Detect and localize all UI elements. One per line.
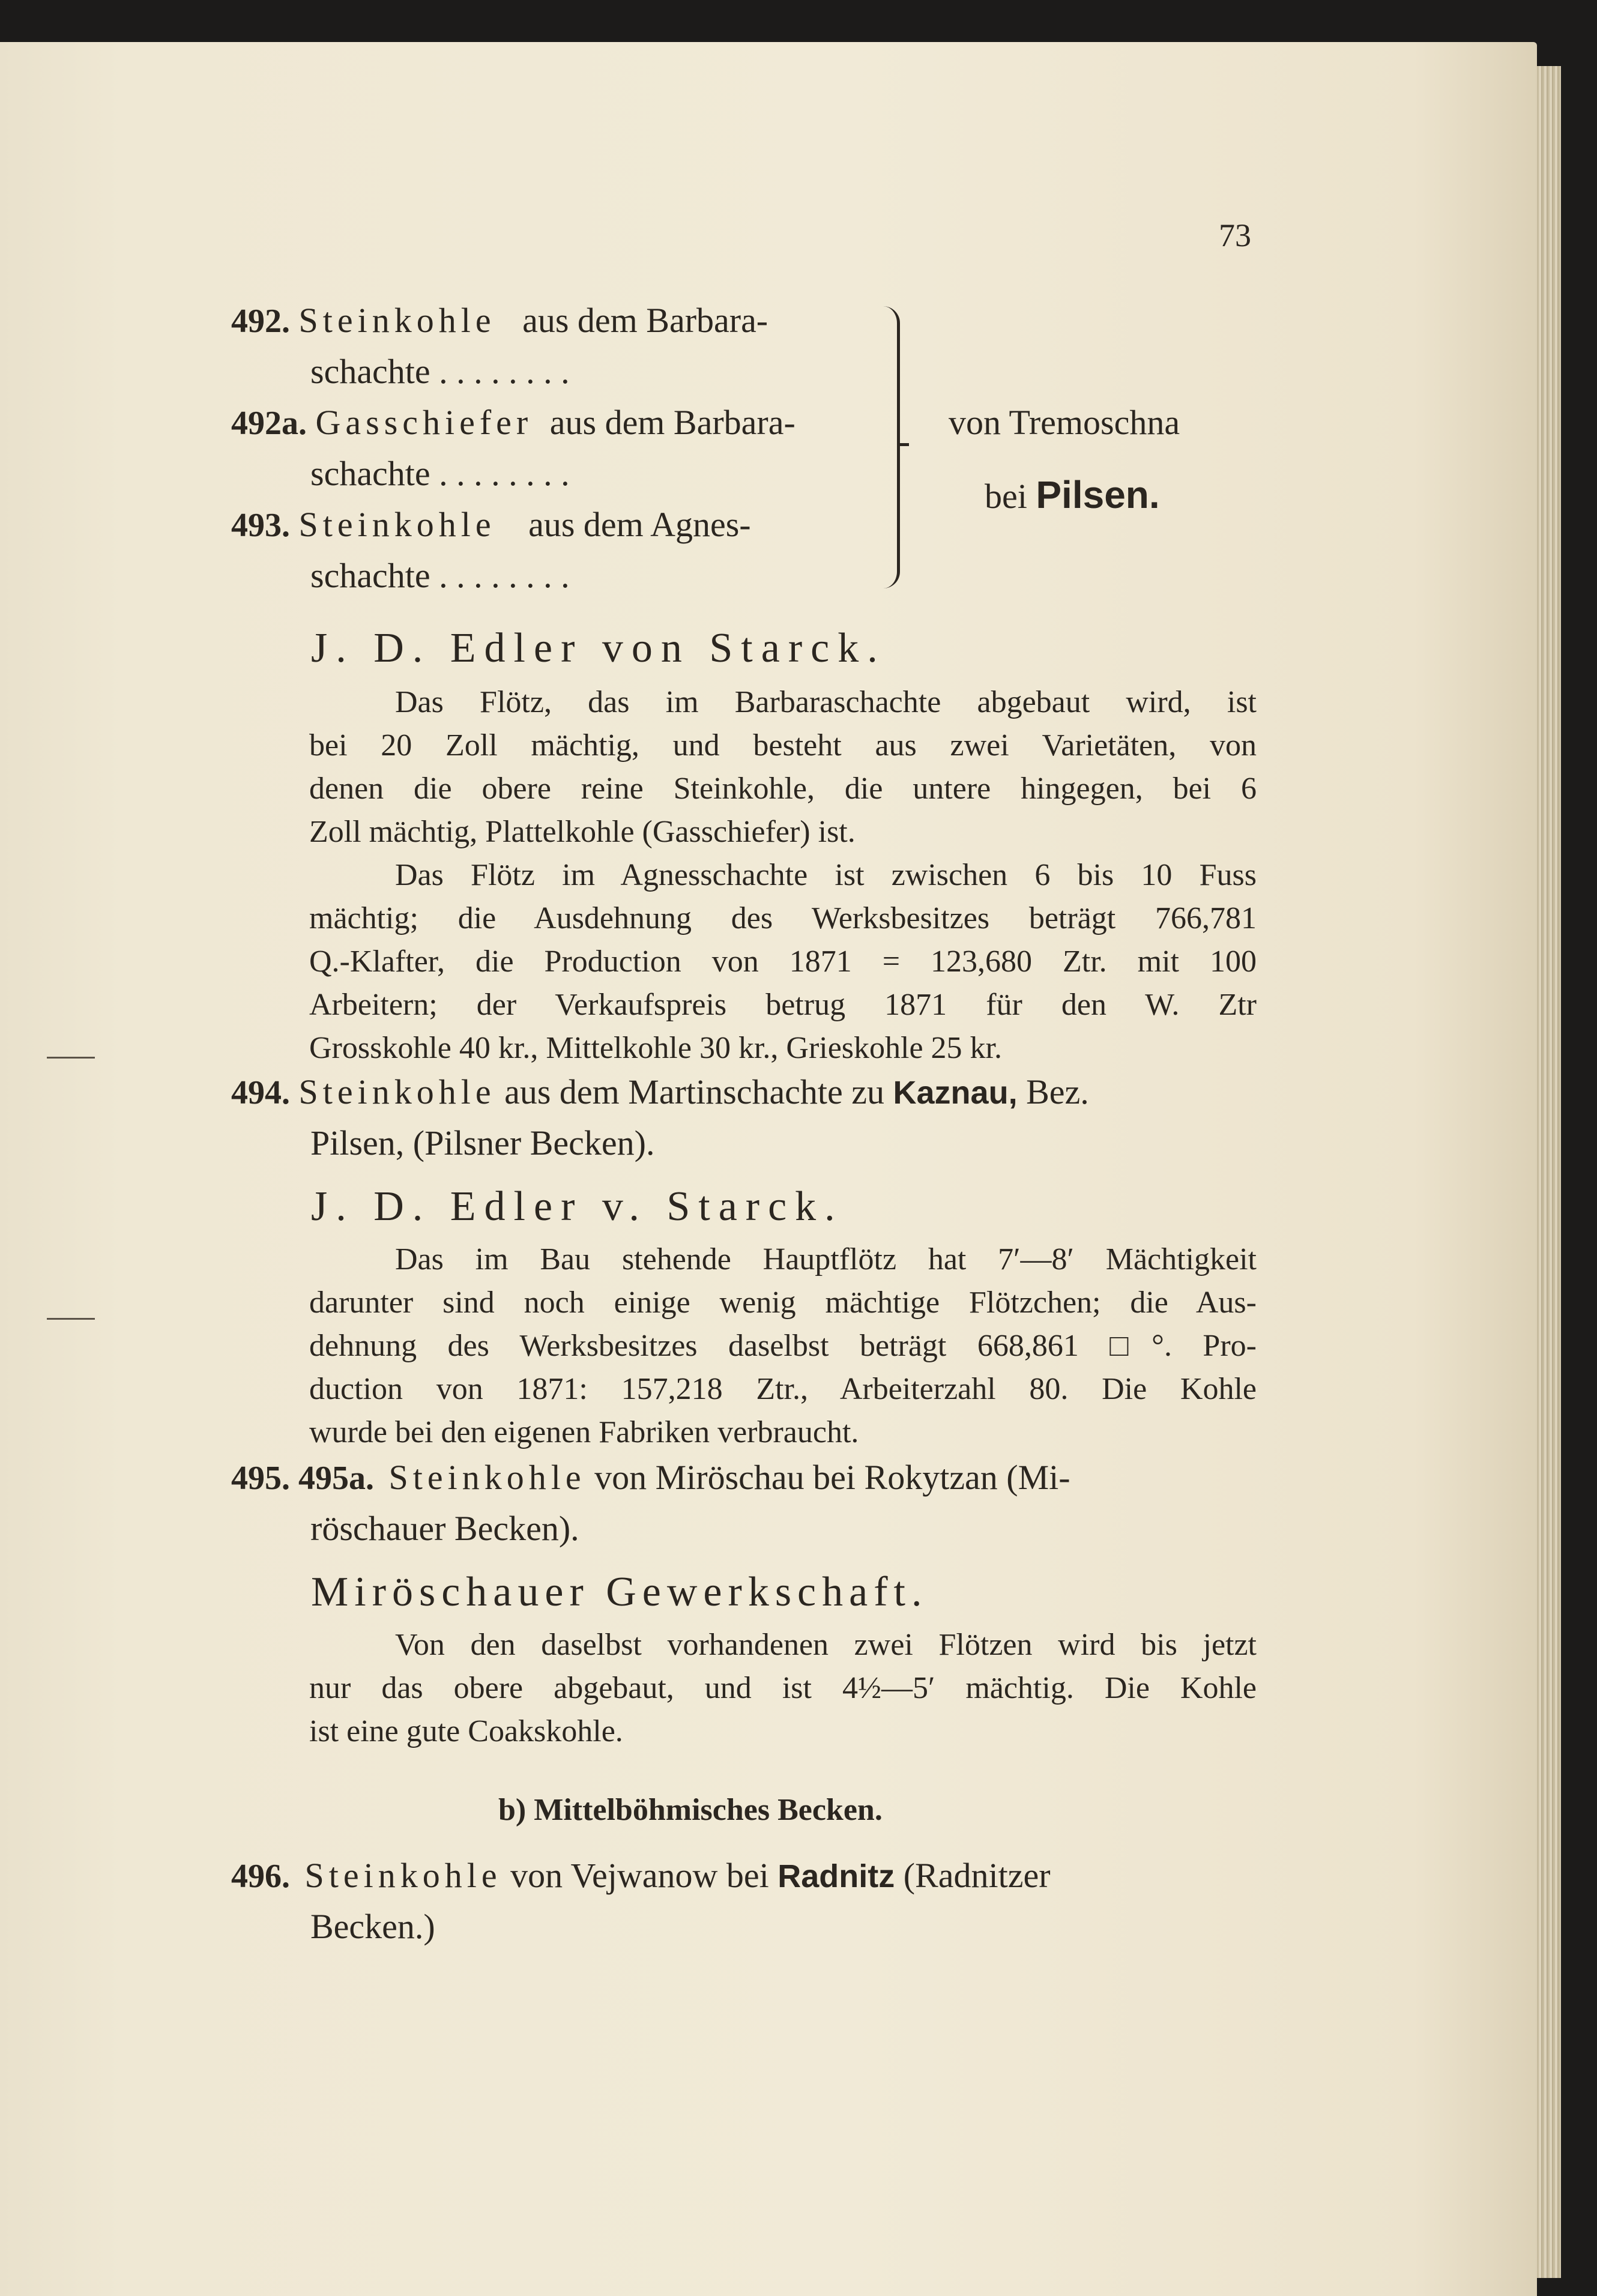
entry-number: 495. 495a. <box>231 1460 374 1497</box>
para-2-line-5: Grosskohle 40 kr., Mittelkohle 30 kr., Grieskohle 25 kr. <box>309 1031 1003 1065</box>
entry-number: 496. <box>231 1858 290 1895</box>
entry-496: 496. Steinkohle von Vejwanow bei Radnitz (Radnitzer <box>231 1856 1051 1895</box>
entry-492a-cont: schachte . . . . . . . . <box>310 454 570 493</box>
entry-493-cont: schachte . . . . . . . . <box>310 556 570 595</box>
entry-492 <box>231 303 768 338</box>
para-4-line-3: ist eine gute Coakskohle. <box>309 1714 623 1748</box>
para-1-line-3: denen die obere reine Steinkohle, die untere hingegen, bei 6 <box>309 772 1257 806</box>
para-2-line-1: Das Flötz im Agnesschachte ist zwischen 6 bis 10 Fuss <box>395 858 1257 892</box>
page-edges <box>1537 66 1561 2278</box>
para-4-line-2: nur das obere abgebaut, und ist 4½—5′ mächtig. Die Kohle <box>309 1671 1257 1705</box>
book-page <box>0 42 1537 2296</box>
para-1-line-1: Das Flötz, das im Barbaraschachte abgebaut wird, ist <box>395 685 1257 719</box>
entry-name: Gasschiefer <box>315 403 533 442</box>
entry-496-cont: Becken.) <box>310 1907 435 1946</box>
entry-number: 493. <box>231 507 290 544</box>
para-2-line-2: mächtig; die Ausdehnung des Werksbesitzes beträgt 766,781 <box>309 901 1257 935</box>
para-1-line-2: bei 20 Zoll mächtig, und besteht aus zwei Varietäten, von <box>309 728 1257 763</box>
entry-rest: aus dem Agnes- <box>528 505 751 544</box>
para-2-line-3: Q.-Klafter, die Production von 1871 = 123,680 Ztr. mit 100 <box>309 944 1257 979</box>
para-3-line-5: wurde bei den eigenen Fabriken verbraucht. <box>309 1415 859 1449</box>
para-2-line-4: Arbeitern; der Verkaufspreis betrug 1871 für den W. Ztr <box>309 988 1257 1022</box>
brace-text-line2: bei Pilsen. <box>985 473 1160 516</box>
place-radnitz: Radnitz <box>777 1858 895 1894</box>
owner-starck-1: J. D. Edler von Starck. <box>311 625 886 671</box>
margin-mark <box>47 1318 95 1320</box>
entry-495: 495. 495a. Steinkohle von Miröschau bei Rokytzan (Mi- <box>231 1458 1070 1497</box>
entry-494-cont: Pilsen, (Pilsner Becken). <box>310 1123 655 1162</box>
entry-number: 492. <box>231 303 290 340</box>
para-4-line-1: Von den daselbst vorhandenen zwei Flötzen wird bis jetzt <box>395 1628 1257 1662</box>
page-number: 73 <box>1219 217 1251 253</box>
para-3-line-3: dehnung des Werksbesitzes daselbst beträgt 668,861 □°. Pro- <box>309 1329 1257 1363</box>
para-1-line-4: Zoll mächtig, Plattelkohle (Gasschiefer) ist. <box>309 815 856 849</box>
entry-493 <box>231 507 751 542</box>
entry-number: 492a. <box>231 405 307 442</box>
entry-492a <box>231 405 795 440</box>
place-kaznau: Kaznau, <box>893 1075 1018 1111</box>
brace-text-line1: von Tremoschna <box>949 403 1180 442</box>
section-heading: b) Mittelböhmisches Becken. <box>498 1793 883 1827</box>
para-3-line-1: Das im Bau stehende Hauptflötz hat 7′—8′ Mächtigkeit <box>395 1242 1257 1276</box>
entry-number: 494. <box>231 1074 290 1111</box>
owner-mirosch: Miröschauer Gewerkschaft. <box>311 1569 928 1615</box>
entry-name: Steinkohle <box>298 301 496 340</box>
entry-492-cont: schachte . . . . . . . . <box>310 352 570 391</box>
entry-495-cont: röschauer Becken). <box>310 1509 579 1548</box>
para-3-line-4: duction von 1871: 157,218 Ztr., Arbeiterzahl 80. Die Kohle <box>309 1372 1257 1406</box>
entry-name: Steinkohle <box>298 1072 496 1111</box>
entry-name: Steinkohle <box>388 1458 586 1497</box>
entry-494: 494. Steinkohle aus dem Martinschachte zu Kaznau, Bez. <box>231 1072 1089 1111</box>
curly-brace <box>881 306 900 588</box>
margin-mark <box>47 1057 95 1059</box>
entry-rest: aus dem Barbara- <box>549 403 795 442</box>
place-pilsen: Pilsen. <box>1036 473 1160 516</box>
owner-starck-2: J. D. Edler v. Starck. <box>311 1183 844 1230</box>
entry-rest: aus dem Barbara- <box>522 301 768 340</box>
entry-name: Steinkohle <box>298 505 496 544</box>
entry-name: Steinkohle <box>304 1856 502 1895</box>
para-3-line-2: darunter sind noch einige wenig mächtige Flötzchen; die Aus- <box>309 1285 1257 1320</box>
